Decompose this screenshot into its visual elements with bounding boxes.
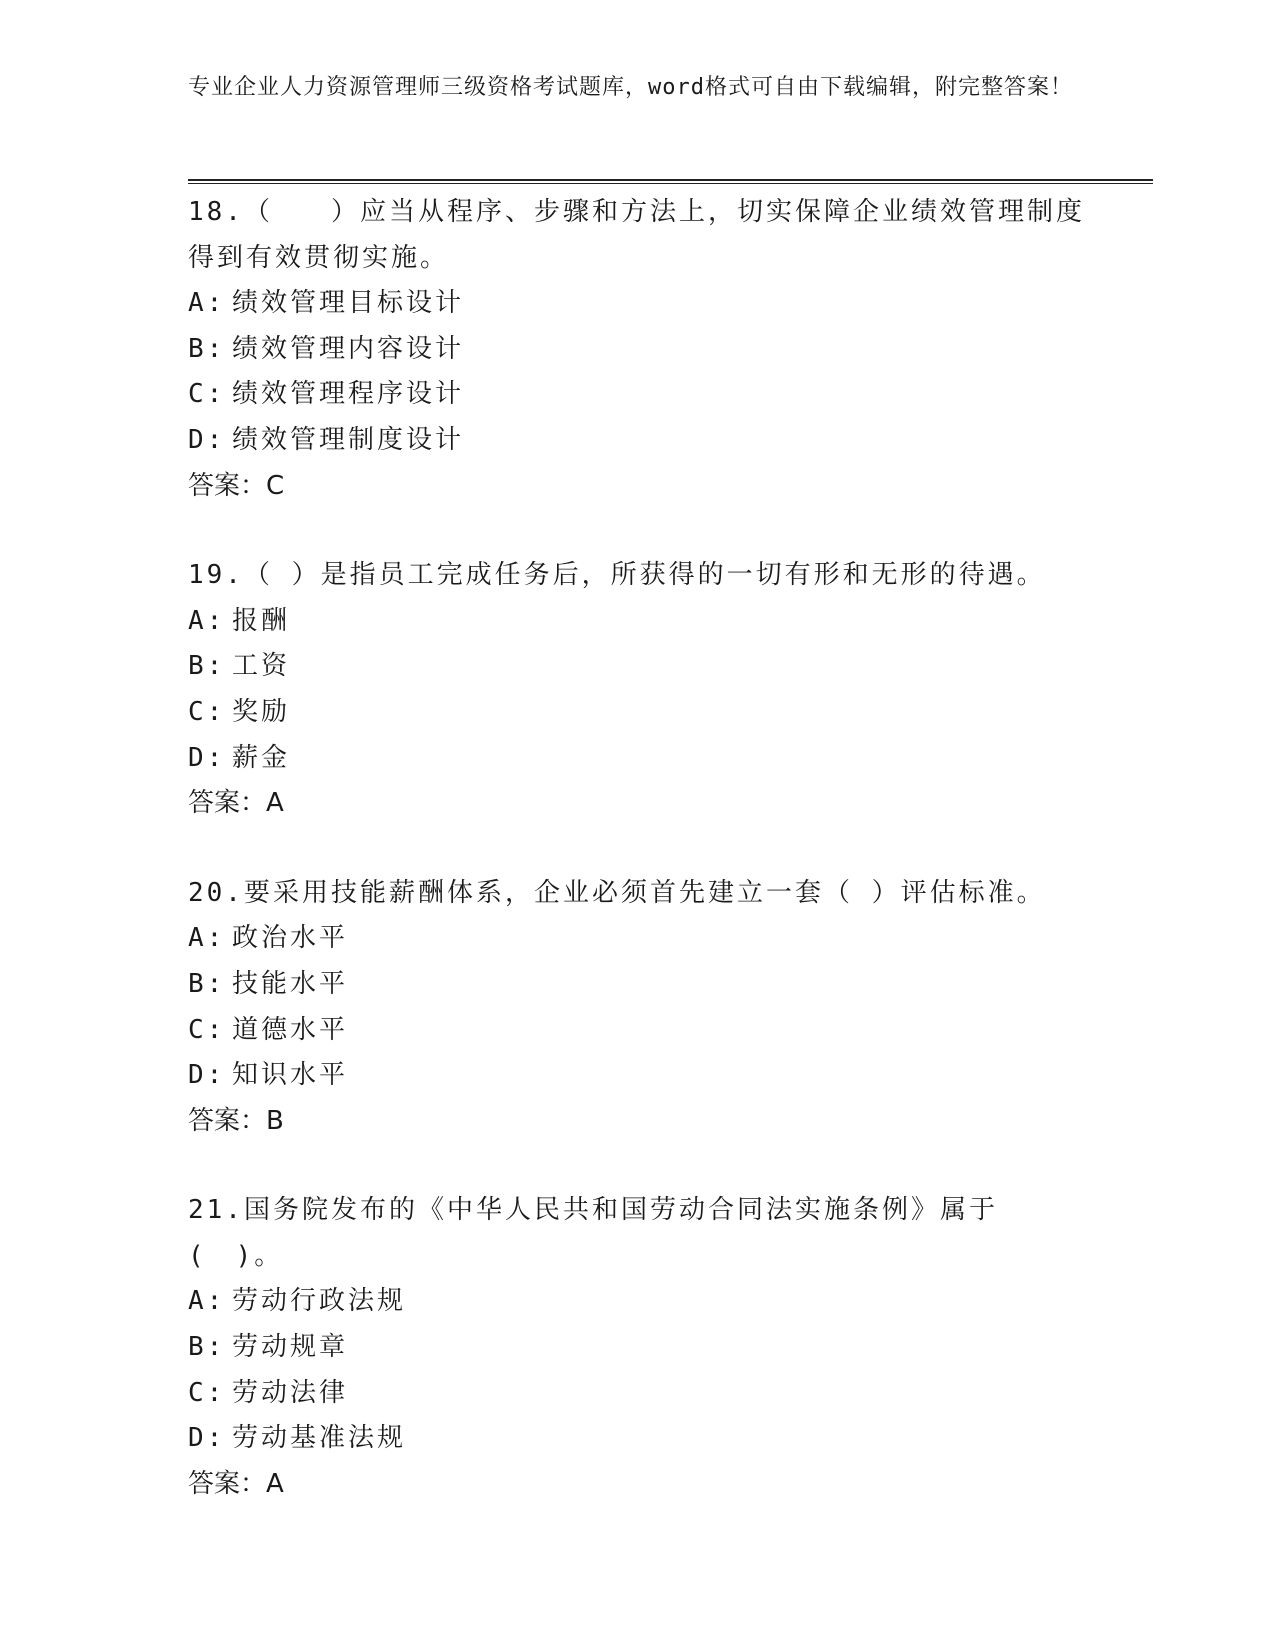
option-text: 奖励 — [232, 696, 291, 727]
option-text: 绩效管理内容设计 — [232, 333, 465, 364]
option-letter: C: — [188, 696, 226, 727]
question-19 — [188, 553, 1088, 827]
option-letter: A: — [188, 923, 226, 954]
option-text: 绩效管理制度设计 — [232, 424, 465, 455]
option-a — [188, 916, 1088, 962]
option-b — [188, 644, 1088, 690]
option-text: 劳动行政法规 — [232, 1286, 407, 1317]
option-letter: B: — [188, 651, 226, 682]
option-letter: C: — [188, 1377, 226, 1408]
option-d — [188, 1416, 1088, 1462]
option-c — [188, 1008, 1088, 1054]
document-header: 专业企业人力资源管理师三级资格考试题库，word格式可自由下载编辑，附完整答案！ — [188, 75, 1073, 100]
question-list — [188, 190, 1088, 1551]
option-b — [188, 962, 1088, 1008]
option-text: 绩效管理目标设计 — [232, 288, 465, 319]
answer-line: 答案：A — [188, 788, 284, 819]
option-d — [188, 1053, 1088, 1099]
option-letter: D: — [188, 1060, 226, 1091]
option-b — [188, 327, 1088, 373]
option-text: 技能水平 — [232, 968, 349, 999]
option-letter: B: — [188, 968, 226, 999]
option-letter: A: — [188, 1286, 226, 1317]
answer-line: 答案：B — [188, 1105, 284, 1136]
option-text: 劳动规章 — [232, 1332, 349, 1363]
question-stem: 20.要采用技能薪酬体系，企业必须首先建立一套（ ）评估标准。 — [188, 877, 1046, 908]
option-text: 绩效管理程序设计 — [232, 379, 465, 410]
option-b — [188, 1325, 1088, 1371]
question-stem: 19.（ ）是指员工完成任务后，所获得的一切有形和无形的待遇。 — [188, 560, 1046, 591]
option-a — [188, 281, 1088, 327]
question-18 — [188, 190, 1088, 509]
header-divider-thick — [188, 179, 1153, 181]
option-text: 劳动法律 — [232, 1377, 349, 1408]
option-letter: B: — [188, 1332, 226, 1363]
option-c — [188, 372, 1088, 418]
option-text: 薪金 — [232, 742, 291, 773]
option-text: 报酬 — [232, 605, 291, 636]
question-20 — [188, 871, 1088, 1145]
option-a — [188, 599, 1088, 645]
option-a — [188, 1279, 1088, 1325]
option-c — [188, 1371, 1088, 1417]
answer-line: 答案：A — [188, 1468, 284, 1499]
option-letter: B: — [188, 333, 226, 364]
option-letter: D: — [188, 742, 226, 773]
option-text: 劳动基准法规 — [232, 1423, 407, 1454]
option-letter: A: — [188, 288, 226, 319]
question-stem: 21.国务院发布的《中华人民共和国劳动合同法实施条例》属于( )。 — [188, 1195, 998, 1271]
option-letter: C: — [188, 1014, 226, 1045]
option-letter: A: — [188, 605, 226, 636]
option-c — [188, 690, 1088, 736]
option-letter: D: — [188, 1423, 226, 1454]
option-d — [188, 418, 1088, 464]
option-text: 工资 — [232, 651, 291, 682]
question-stem: 18.（ ）应当从程序、步骤和方法上，切实保障企业绩效管理制度得到有效贯彻实施。 — [188, 197, 1085, 273]
question-21 — [188, 1188, 1088, 1507]
option-text: 政治水平 — [232, 923, 349, 954]
header-divider-thin — [188, 183, 1153, 184]
option-letter: D: — [188, 424, 226, 455]
option-text: 道德水平 — [232, 1014, 349, 1045]
answer-line: 答案：C — [188, 470, 285, 501]
option-text: 知识水平 — [232, 1060, 349, 1091]
option-letter: C: — [188, 379, 226, 410]
option-d — [188, 736, 1088, 782]
